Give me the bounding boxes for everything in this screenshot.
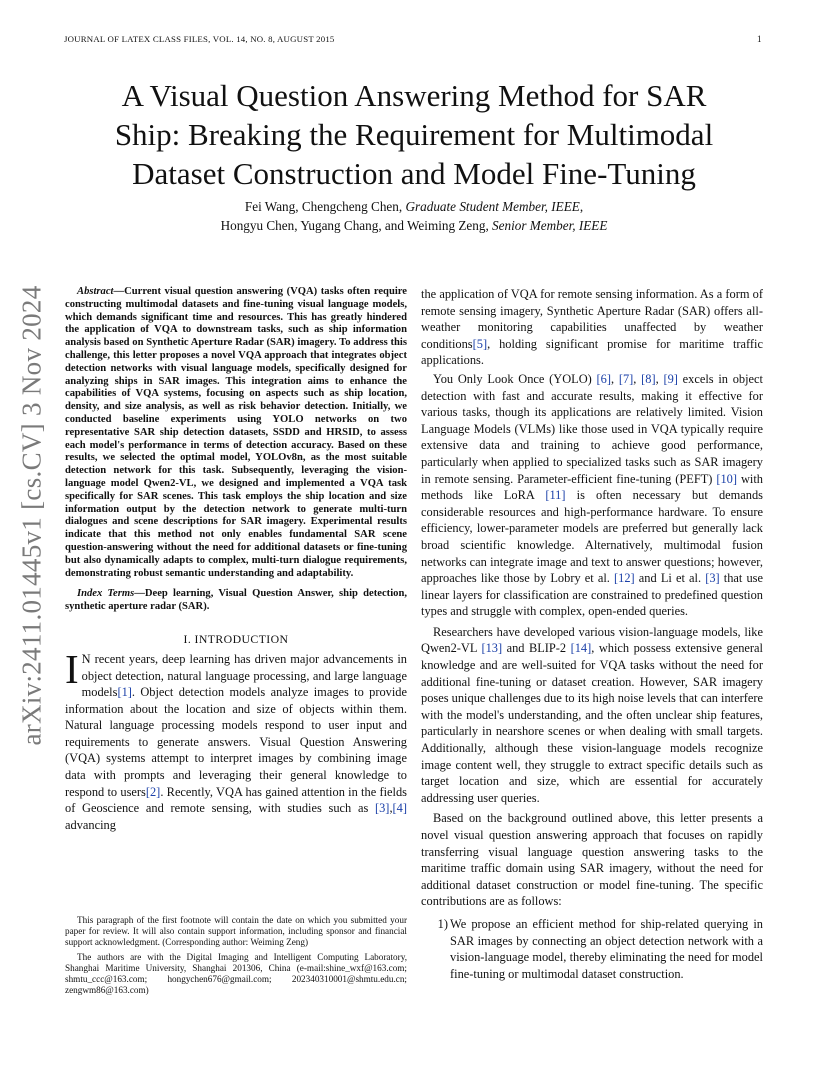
title-line-3: Dataset Construction and Model Fine-Tuning bbox=[132, 156, 696, 191]
list-item bbox=[421, 916, 763, 982]
right-p2-s3: , bbox=[655, 371, 664, 386]
citation-link[interactable]: [6] bbox=[596, 371, 611, 386]
right-paragraph-1 bbox=[421, 286, 763, 369]
paper-title bbox=[60, 76, 768, 193]
citation-link[interactable]: [9] bbox=[663, 371, 678, 386]
right-p1-b: , holding significant promise for maritime traffic applications. bbox=[421, 336, 763, 368]
list-item-text: We propose an efficient method for ship-related querying in SAR images by connecting an object detection network with a vision-language model, thereby eliminating the need for model fine-tuning or multimodal dataset construction. bbox=[450, 916, 763, 981]
citation-link[interactable]: [4] bbox=[392, 801, 407, 816]
section-heading-introduction: I. INTRODUCTION bbox=[183, 631, 289, 646]
right-p2-s2: , bbox=[633, 371, 642, 386]
author-names-2: Hongyu Chen, Yugang Chang, and Weiming Zeng, bbox=[220, 217, 493, 233]
index-terms-lead: Index Terms bbox=[77, 588, 135, 600]
intro-paragraph-1 bbox=[65, 645, 407, 834]
journal-header: JOURNAL OF LATEX CLASS FILES, VOL. 14, NO. 8, AUGUST 2015 bbox=[64, 34, 335, 44]
right-p1-a: the application of VQA for remote sensing information. As a form of remote sensing imagery, Synthetic Aperture Radar (SAR) offers all-weather monitoring capabilities unaffected by weather conditions bbox=[421, 287, 763, 351]
right-p2-b: excels in object detection with fast and accurate results, making it effective for various tasks, though its applications are relatively limited. Vision Language Models (VLMs) like those used in VQA typically require extensive data and training to achieve good performance, particularly when applied to specialized tasks such as SAR imagery in remote sensing. Parameter-efficient fine-tuning (PEFT) bbox=[421, 371, 763, 486]
right-paragraph-4: Based on the background outlined above, this letter presents a novel visual question answering approach that focuses on rapidly transferring visual language question answering tasks to the maritime traffic domain using SAR imagery, without the need for additional dataset construction or model fine-tuning. The specific contributions are as follows: bbox=[421, 811, 763, 909]
list-item-number: 1) bbox=[437, 916, 448, 931]
intro-text-d: advancing bbox=[65, 817, 116, 832]
author-line-1 bbox=[60, 198, 768, 217]
right-p3-b: and BLIP-2 bbox=[502, 641, 571, 656]
left-column bbox=[65, 286, 407, 833]
intro-sep: , bbox=[389, 801, 393, 816]
index-terms bbox=[65, 588, 407, 614]
right-paragraph-3 bbox=[421, 624, 763, 807]
contribution-list bbox=[421, 916, 763, 982]
citation-link[interactable]: [5] bbox=[472, 336, 488, 351]
citation-link[interactable]: [11] bbox=[545, 488, 566, 503]
citation-link[interactable]: [12] bbox=[614, 571, 635, 586]
intro-text-b: . Object detection models analyze images to provide information about the location and size of objects within them. Natural language processing models respond to user input and requirements to generate answers. Visual Question Answering (VQA) systems attempt to interpret images by combining image data with prompts and leveraging their general knowledge to respond to users bbox=[65, 685, 407, 799]
abstract bbox=[65, 286, 407, 580]
right-p2-d: is often necessary but demands considerable resources and high-performance hardware. To ensure efficiency, lower-parameter models are preferred but generally lack broad scientific knowledge. Alternatively, multimodal fusion networks can integrate image and text to answer questions; however, approaches like those by Lobry et al. bbox=[421, 488, 764, 586]
citation-link[interactable]: [8] bbox=[641, 371, 656, 386]
dropcap: I bbox=[65, 645, 79, 692]
citation-link[interactable]: [3] bbox=[374, 801, 390, 816]
right-p2-f: that use linear layers for classification are constrained to predefined question types and struggle with complex, open-ended queries. bbox=[421, 571, 764, 619]
right-paragraph-2 bbox=[421, 371, 763, 620]
intro-text-c: . Recently, VQA has gained attention in the fields of Geoscience and remote sensing, with studies such as bbox=[65, 784, 407, 816]
arxiv-id: arXiv:2411.01445v1 [cs.CV] 3 Nov 2024 bbox=[16, 284, 47, 746]
author-names-1: Fei Wang, Chengcheng Chen, bbox=[244, 199, 406, 214]
right-p3-a: Researchers have developed various vision-language models, like Qwen2-VL bbox=[421, 624, 763, 656]
author-role-1: Graduate Student Member, IEEE bbox=[405, 199, 580, 214]
right-p3-c: , which possess extensive general knowledge and are well-suited for VQA tasks without the need for additional fine-tuning or dataset creation. However, SAR imagery poses unique challenges due to its high noise levels that can interfere with the model's understanding, and the often unclear ship features, particularly in nearshore scenes or when dealing with small targets. Additionally, although these vision-language models recognize image content well, they struggle to extract specific details such as target location and size, which are essential for accurately addressing user queries. bbox=[421, 641, 763, 805]
citation-link[interactable]: [2] bbox=[145, 784, 161, 799]
author-line-1-end: , bbox=[579, 199, 584, 214]
abstract-text: —Current visual question answering (VQA) tasks often require constructing multimodal datasets and fine-tuning visual language models, which demands significant time and resources. This has greatly hindered the application of VQA to downstream tasks, such as ship information analysis based on Synthetic Aperture Radar (SAR) imagery. To address this challenge, this letter proposes a novel VQA approach that integrates object detection networks with visual language models, specifically designed for analyzing ships in SAR images. This integration aims to enhance the capabilities of VQA systems, focusing on aspects such as ship location, density, and size analysis, as well as risk behavior detection. Initially, we conducted baseline experiments using YOLO networks on two representative SAR ship detection datasets, SSDD and HRSID, to assess each model's performance in terms of detection accuracy. Based on these results, we selected the optimal model, YOLOv8n, as the most suitable detection network for this task. Subsequently, leveraging the vision-language model Qwen2-VL, we designed and implemented a VQA task specifically for SAR scenes. This task employs the ship location and size information output by the detection network to generate multi-turn dialogues and scene descriptions for SAR imagery. Experimental results indicate that this method not only enables fundamental SAR scene question-answering without the need for additional datasets or fine-tuning but also dynamically adapts to complex, multi-turn dialogue requirements, demonstrating robust semantic understanding and adaptability. bbox=[65, 286, 407, 579]
title-line-1: A Visual Question Answering Method for SAR bbox=[121, 78, 707, 113]
author-line-2 bbox=[60, 217, 768, 236]
abstract-lead: Abstract bbox=[77, 286, 114, 297]
index-terms-text: —Deep learning, Visual Question Answer, ship detection, synthetic aperture radar (SAR). bbox=[65, 588, 407, 613]
intro-text-a: N recent years, deep learning has driven major advancements in object detection, natural language processing, and large language models bbox=[81, 651, 407, 700]
author-list bbox=[60, 198, 768, 235]
right-p2-e: and Li et al. bbox=[634, 571, 706, 586]
right-p2-c: with methods like LoRA bbox=[421, 471, 763, 503]
page-number: 1 bbox=[757, 34, 762, 44]
citation-link[interactable]: [3] bbox=[705, 571, 720, 586]
author-role-2: Senior Member, IEEE bbox=[492, 217, 608, 233]
footnote-2: The authors are with the Digital Imaging and Intelligent Computing Laboratory, Shanghai Maritime University, Shanghai 201306, China (e-mail:shine_wxf@163.com; shmtu_ccc@163.com; hongychen676@gmail.com; 202340310001@shmtu.edu.cn; zengwm86@163.com) bbox=[65, 951, 407, 996]
right-p2-a: You Only Look Once (YOLO) bbox=[433, 371, 597, 386]
citation-link[interactable]: [14] bbox=[570, 641, 592, 656]
citation-link[interactable]: [10] bbox=[716, 471, 738, 486]
right-p2-s1: , bbox=[611, 371, 619, 386]
arxiv-stamp bbox=[2, 260, 62, 770]
citation-link[interactable]: [7] bbox=[618, 371, 634, 386]
citation-link[interactable]: [13] bbox=[481, 641, 503, 656]
right-column bbox=[421, 286, 763, 982]
footnotes bbox=[65, 915, 407, 999]
footnote-1: This paragraph of the first footnote will contain the date on which you submitted your paper for review. It will also contain support information, including sponsor and financial support acknowledgment. (Corresponding author: Weiming Zeng) bbox=[65, 915, 407, 948]
citation-link[interactable]: [1] bbox=[117, 685, 132, 700]
title-line-2: Ship: Breaking the Requirement for Multimodal bbox=[114, 117, 714, 152]
